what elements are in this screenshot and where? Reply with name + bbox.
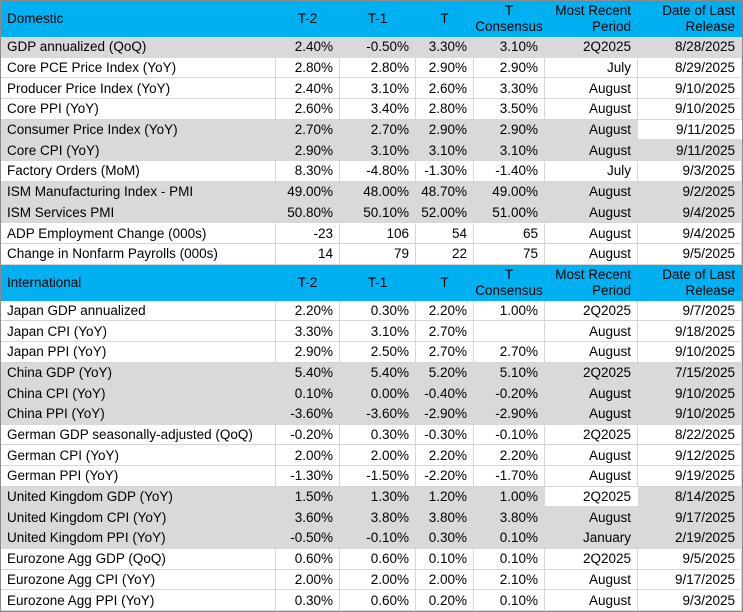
cell-consensus: -0.20% — [495, 385, 538, 401]
indicator-row — [1, 425, 742, 446]
indicator-row — [1, 58, 742, 79]
cell-release: 8/14/2025 — [674, 489, 735, 505]
indicator-row — [1, 161, 742, 182]
cell-t1: 3.40% — [340, 99, 416, 119]
section-title: International — [7, 274, 82, 290]
cell-consensus — [474, 321, 545, 341]
cell-consensus: 5.10% — [499, 364, 538, 380]
cell-period: August — [545, 466, 638, 486]
cell-consensus: 3.10% — [499, 39, 538, 55]
cell-t1: 0.00% — [370, 385, 409, 401]
indicator-label: China PPI (YoY) — [7, 406, 105, 422]
indicator-row — [1, 507, 742, 528]
cell-t: -0.30% — [416, 425, 474, 445]
cell-t2: 8.30% — [276, 161, 340, 181]
cell-release: 8/22/2025 — [638, 425, 742, 445]
indicator-row — [1, 120, 742, 141]
cell-t1: -3.60% — [366, 406, 409, 422]
cell-t: 2.60% — [416, 78, 474, 98]
cell-period: August — [545, 342, 638, 362]
cell-t2: 0.30% — [276, 590, 340, 610]
indicator-label: ADP Employment Change (000s) — [1, 223, 276, 243]
cell-consensus: -2.90% — [495, 406, 538, 422]
cell-release: 9/19/2025 — [638, 466, 742, 486]
cell-t: 5.20% — [428, 364, 467, 380]
cell-t: 2.20% — [416, 301, 474, 321]
cell-release: 9/11/2025 — [675, 142, 735, 158]
indicator-row — [1, 570, 742, 591]
cell-release: 9/11/2025 — [638, 120, 742, 140]
column-header-t2: T-2 — [297, 274, 318, 290]
table-section-domestic — [1, 1, 742, 265]
cell-t: 2.80% — [416, 99, 474, 119]
cell-period: July — [545, 58, 638, 78]
indicator-row — [1, 99, 742, 120]
cell-t1: -4.80% — [340, 161, 416, 181]
indicator-row — [1, 78, 742, 99]
cell-t: 2.70% — [416, 342, 474, 362]
indicator-label: German PPI (YoY) — [1, 466, 276, 486]
indicator-label: Producer Price Index (YoY) — [1, 78, 276, 98]
cell-t1: 50.10% — [363, 204, 409, 220]
cell-t2: -1.30% — [276, 466, 340, 486]
cell-t: 54 — [416, 223, 474, 243]
cell-release: 8/29/2025 — [638, 58, 742, 78]
cell-release: 9/12/2025 — [638, 445, 742, 465]
cell-consensus: 75 — [474, 244, 545, 264]
cell-t1: 48.00% — [363, 184, 409, 200]
indicator-row — [1, 404, 742, 425]
cell-t: 0.10% — [416, 549, 474, 569]
cell-t2: 2.90% — [276, 342, 340, 362]
cell-period: August — [545, 78, 638, 98]
cell-consensus: 65 — [474, 223, 545, 243]
indicator-label: Core CPI (YoY) — [7, 142, 100, 158]
indicator-label: Change in Nonfarm Payrolls (000s) — [1, 244, 276, 264]
indicator-row — [1, 301, 742, 322]
cell-period: August — [545, 570, 638, 590]
column-header-release: Date of Last Release — [662, 266, 735, 298]
cell-period: 2Q2025 — [582, 39, 631, 55]
cell-period: August — [588, 142, 631, 158]
cell-t2: 2.00% — [276, 570, 340, 590]
indicator-label: China CPI (YoY) — [7, 385, 106, 401]
cell-release: 2/19/2025 — [674, 530, 735, 546]
cell-consensus: 2.90% — [474, 58, 545, 78]
cell-t2: 2.40% — [276, 78, 340, 98]
indicator-row — [1, 321, 742, 342]
cell-t1: 0.30% — [340, 301, 416, 321]
cell-period: August — [545, 223, 638, 243]
cell-release: 7/15/2025 — [674, 364, 735, 380]
cell-release: 9/10/2025 — [674, 385, 735, 401]
indicator-label: United Kingdom GDP (YoY) — [7, 489, 173, 505]
column-header-t2: T-2 — [297, 11, 318, 27]
indicator-row — [1, 244, 742, 265]
cell-consensus: 0.10% — [474, 590, 545, 610]
cell-consensus: 1.00% — [474, 301, 545, 321]
cell-t1: 2.50% — [340, 342, 416, 362]
cell-period: August — [545, 99, 638, 119]
cell-release: 9/4/2025 — [638, 223, 742, 243]
cell-t2: 0.10% — [294, 385, 333, 401]
indicator-row — [1, 37, 742, 58]
cell-t: 3.10% — [428, 142, 467, 158]
cell-t1: -1.50% — [340, 466, 416, 486]
cell-t2: 2.40% — [294, 39, 333, 55]
cell-t: -1.30% — [416, 161, 474, 181]
cell-consensus: -0.10% — [474, 425, 545, 445]
indicator-label: Japan CPI (YoY) — [1, 321, 276, 341]
indicator-row — [1, 363, 742, 384]
cell-t2: 2.60% — [276, 99, 340, 119]
section-header-row — [1, 1, 742, 37]
cell-t2: 2.20% — [276, 301, 340, 321]
cell-t: -0.40% — [424, 385, 467, 401]
cell-period: August — [545, 445, 638, 465]
cell-t: 52.00% — [421, 204, 467, 220]
cell-t2: 3.30% — [276, 321, 340, 341]
cell-consensus: 2.70% — [474, 342, 545, 362]
cell-consensus: 0.10% — [499, 530, 538, 546]
indicator-label: United Kingdom PPI (YoY) — [7, 530, 166, 546]
cell-consensus: 3.80% — [499, 509, 538, 525]
cell-t1: -0.10% — [366, 530, 409, 546]
cell-release: 8/28/2025 — [674, 39, 735, 55]
cell-release: 9/7/2025 — [638, 301, 742, 321]
cell-t1: -0.50% — [366, 39, 409, 55]
cell-t1: 0.60% — [340, 590, 416, 610]
indicator-label: China GDP (YoY) — [7, 364, 113, 380]
cell-t: 22 — [416, 244, 474, 264]
indicator-label: Core PCE Price Index (YoY) — [1, 58, 276, 78]
indicator-label: Eurozone Agg PPI (YoY) — [1, 590, 276, 610]
indicator-label: German CPI (YoY) — [1, 445, 276, 465]
indicator-row — [1, 342, 742, 363]
cell-period: 2Q2025 — [545, 549, 638, 569]
cell-t2: -0.50% — [290, 530, 333, 546]
cell-t: 2.20% — [416, 445, 474, 465]
indicator-row — [1, 549, 742, 570]
cell-t1: 2.00% — [340, 445, 416, 465]
cell-release: 9/5/2025 — [638, 549, 742, 569]
cell-period: August — [588, 122, 631, 138]
table-section-international — [1, 265, 742, 611]
cell-release: 9/2/2025 — [682, 184, 735, 200]
cell-release: 9/5/2025 — [638, 244, 742, 264]
indicator-row — [1, 590, 742, 611]
cell-t: 1.20% — [428, 489, 467, 505]
cell-t1: 5.40% — [370, 364, 409, 380]
cell-t: -2.20% — [416, 466, 474, 486]
cell-consensus: 2.20% — [474, 445, 545, 465]
column-header-period: Most Recent Period — [555, 266, 631, 298]
cell-t: 48.70% — [421, 184, 467, 200]
cell-t: 2.70% — [416, 321, 474, 341]
cell-period: 2Q2025 — [545, 301, 638, 321]
cell-t2: 2.90% — [294, 142, 333, 158]
cell-consensus: 51.00% — [492, 204, 538, 220]
cell-t: 3.30% — [428, 39, 467, 55]
cell-t2: 5.40% — [294, 364, 333, 380]
cell-period: August — [588, 509, 631, 525]
indicator-label: German GDP seasonally-adjusted (QoQ) — [1, 425, 276, 445]
cell-t: 2.90% — [428, 122, 467, 138]
cell-release: 9/3/2025 — [638, 590, 742, 610]
cell-t: 2.90% — [416, 58, 474, 78]
cell-t1: 3.80% — [370, 509, 409, 525]
cell-t2: 50.80% — [287, 204, 333, 220]
indicator-row — [1, 182, 742, 203]
cell-t1: 79 — [340, 244, 416, 264]
cell-consensus: 3.10% — [499, 142, 538, 158]
cell-t2: 0.60% — [276, 549, 340, 569]
cell-period: August — [588, 406, 631, 422]
cell-period: 2Q2025 — [545, 425, 638, 445]
cell-period: August — [545, 321, 638, 341]
indicator-label: Eurozone Agg CPI (YoY) — [1, 570, 276, 590]
cell-release: 9/10/2025 — [638, 99, 742, 119]
cell-t2: 2.70% — [294, 122, 333, 138]
cell-period: August — [545, 590, 638, 610]
column-header-t: T — [440, 274, 449, 290]
cell-t2: -23 — [276, 223, 340, 243]
column-header-consensus: T Consensus — [475, 266, 543, 298]
cell-release: 9/10/2025 — [638, 342, 742, 362]
cell-t1: 3.10% — [340, 321, 416, 341]
cell-period: 2Q2025 — [545, 487, 638, 507]
cell-t1: 2.80% — [340, 58, 416, 78]
cell-t: 2.00% — [416, 570, 474, 590]
indicator-label: United Kingdom CPI (YoY) — [7, 509, 167, 525]
cell-release: 9/17/2025 — [638, 570, 742, 590]
indicator-label: Factory Orders (MoM) — [1, 161, 276, 181]
cell-consensus: 49.00% — [492, 184, 538, 200]
cell-t2: 49.00% — [287, 184, 333, 200]
cell-release: 9/17/2025 — [674, 509, 735, 525]
cell-t2: 3.60% — [294, 509, 333, 525]
indicator-row — [1, 223, 742, 244]
cell-t2: 1.50% — [294, 489, 333, 505]
column-header-release: Date of Last Release — [662, 3, 735, 34]
cell-t: -2.90% — [424, 406, 467, 422]
cell-period: July — [545, 161, 638, 181]
indicator-label: Japan PPI (YoY) — [1, 342, 276, 362]
cell-consensus: 0.10% — [474, 549, 545, 569]
indicator-label: GDP annualized (QoQ) — [7, 39, 147, 55]
cell-t1: 3.10% — [340, 78, 416, 98]
cell-release: 9/3/2025 — [638, 161, 742, 181]
cell-t1: 1.30% — [370, 489, 409, 505]
cell-release: 9/18/2025 — [638, 321, 742, 341]
column-header-consensus: T Consensus — [475, 3, 543, 34]
cell-period: August — [588, 184, 631, 200]
indicator-row — [1, 528, 742, 549]
indicator-label: ISM Services PMI — [7, 204, 115, 220]
cell-t1: 106 — [340, 223, 416, 243]
indicator-row — [1, 466, 742, 487]
indicator-row — [1, 487, 742, 508]
cell-release: 9/10/2025 — [638, 78, 742, 98]
indicator-row — [1, 445, 742, 466]
indicator-label: Consumer Price Index (YoY) — [7, 122, 178, 138]
indicator-label: ISM Manufacturing Index - PMI — [7, 184, 194, 200]
column-header-t: T — [440, 11, 449, 27]
cell-t2: -0.20% — [276, 425, 340, 445]
cell-t1: 3.10% — [370, 142, 409, 158]
cell-t: 0.20% — [416, 590, 474, 610]
column-header-t1: T-1 — [367, 274, 388, 290]
cell-period: August — [588, 204, 631, 220]
cell-consensus: -1.70% — [474, 466, 545, 486]
indicator-row — [1, 140, 742, 161]
cell-t2: 2.00% — [276, 445, 340, 465]
cell-consensus: 1.00% — [499, 489, 538, 505]
section-header-row — [1, 265, 742, 301]
cell-period: August — [588, 385, 631, 401]
cell-t1: 0.30% — [340, 425, 416, 445]
cell-period: August — [545, 244, 638, 264]
indicator-label: Eurozone Agg GDP (QoQ) — [1, 549, 276, 569]
cell-t2: 2.80% — [276, 58, 340, 78]
cell-release: 9/10/2025 — [674, 406, 735, 422]
cell-t1: 2.70% — [370, 122, 409, 138]
cell-t: 3.80% — [428, 509, 467, 525]
cell-period: 2Q2025 — [582, 364, 631, 380]
column-header-t1: T-1 — [367, 11, 388, 27]
cell-t1: 2.00% — [340, 570, 416, 590]
column-header-period: Most Recent Period — [555, 3, 631, 34]
cell-release: 9/4/2025 — [682, 204, 735, 220]
cell-t1: 0.60% — [340, 549, 416, 569]
cell-t2: -3.60% — [290, 406, 333, 422]
cell-consensus: 3.30% — [474, 78, 545, 98]
cell-consensus: 2.10% — [474, 570, 545, 590]
cell-consensus: -1.40% — [474, 161, 545, 181]
cell-consensus: 2.90% — [499, 122, 538, 138]
cell-t2: 14 — [276, 244, 340, 264]
indicator-label: Core PPI (YoY) — [1, 99, 276, 119]
indicator-row — [1, 383, 742, 404]
cell-t: 0.30% — [428, 530, 467, 546]
indicator-label: Japan GDP annualized — [1, 301, 276, 321]
indicator-row — [1, 203, 742, 224]
section-title: Domestic — [7, 11, 64, 27]
cell-consensus: 3.50% — [474, 99, 545, 119]
cell-period: January — [582, 530, 631, 546]
